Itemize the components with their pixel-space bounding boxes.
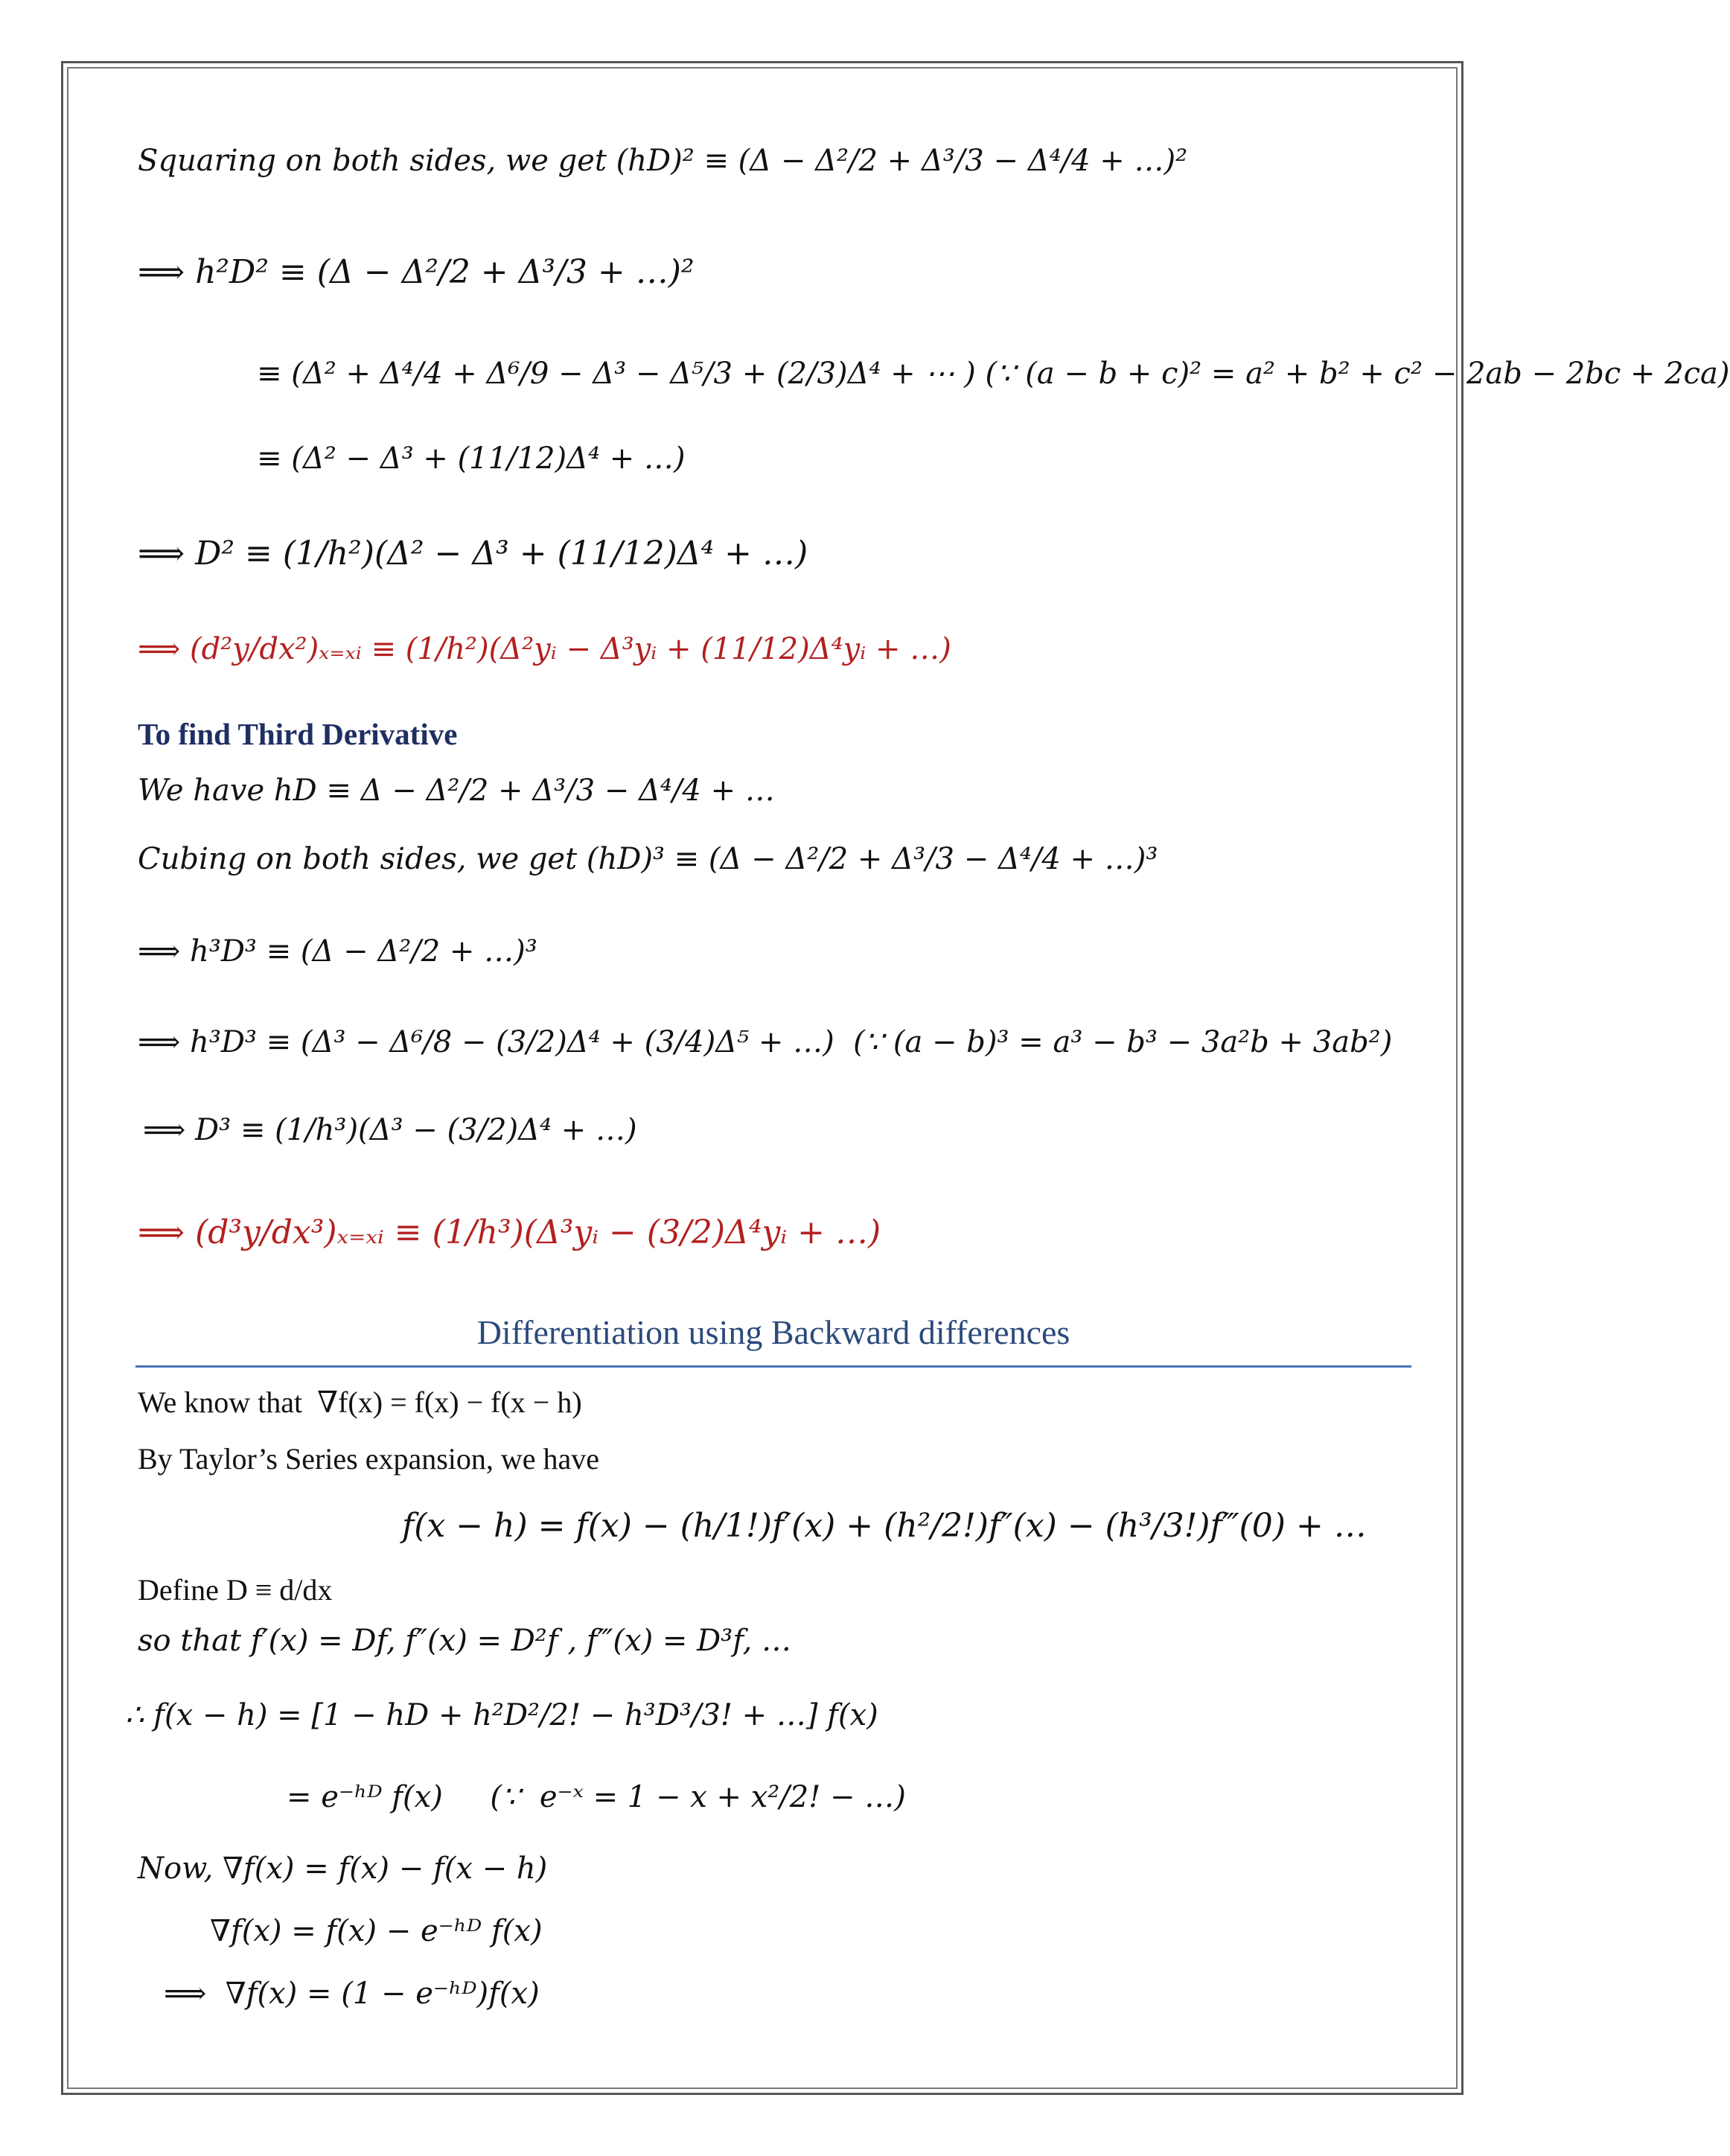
nabla-operator-line: ⟹ ∇f(x) = (1 − e⁻ʰᴰ)f(x) xyxy=(164,1977,540,2011)
h2d2-line: ⟹ h²D² ≡ (Δ − Δ²/2 + Δ³/3 + …)² xyxy=(138,253,695,291)
exponential-form-line: = e⁻ʰᴰ f(x) (∵ e⁻ˣ = 1 − x + x²/2! − …) xyxy=(287,1780,906,1814)
hd-definition-line: We have hD ≡ Δ − Δ²/2 + Δ³/3 − Δ⁴/4 + … xyxy=(138,774,775,808)
second-derivative-formula: ⟹ (d²y/dx²)ₓ₌ₓᵢ ≡ (1/h²)(Δ²yᵢ − Δ³yᵢ + (11/12)Δ⁴yᵢ + …) xyxy=(138,632,951,666)
d3-operator-line: ⟹ D³ ≡ (1/h³)(Δ³ − (3/2)Δ⁴ + …) xyxy=(143,1113,637,1147)
d2-operator-line: ⟹ D² ≡ (1/h²)(Δ² − Δ³ + (11/12)Δ⁴ + …) xyxy=(138,535,808,573)
derivative-operators-line: so that f′(x) = Df, f″(x) = D²f , f‴(x) = D³f, … xyxy=(138,1624,792,1658)
cubing-line: Cubing on both sides, we get (hD)³ ≡ (Δ − Δ²/2 + Δ³/3 − Δ⁴/4 + …)³ xyxy=(138,842,1158,876)
operator-series-line: ∴ f(x − h) = [1 − hD + h²D²/2! − h³D³/3! + …] f(x) xyxy=(125,1698,878,1732)
h3d3-expansion-line: ⟹ h³D³ ≡ (Δ³ − Δ⁶/8 − (3/2)Δ⁴ + (3/4)Δ⁵ + …) (∵ (a − b)³ = a³ − b³ − 3a²b + 3ab²) xyxy=(138,1025,1393,1059)
third-derivative-formula: ⟹ (d³y/dx³)ₓ₌ₓᵢ ≡ (1/h³)(Δ³yᵢ − (3/2)Δ⁴yᵢ + …) xyxy=(138,1213,881,1251)
third-derivative-heading: To find Third Derivative xyxy=(138,717,458,751)
nabla-exp-line: ∇f(x) = f(x) − e⁻ʰᴰ f(x) xyxy=(210,1914,543,1948)
section-title: Differentiation using Backward differences xyxy=(476,1313,1070,1351)
squaring-line: Squaring on both sides, we get (hD)² ≡ (Δ − Δ²/2 + Δ³/3 − Δ⁴/4 + …)² xyxy=(138,144,1188,178)
backward-diff-definition: We know that ∇f(x) = f(x) − f(x − h) xyxy=(138,1385,582,1419)
taylor-expansion-line: f(x − h) = f(x) − (h/1!)f′(x) + (h²/2!)f″(x) − (h³/3!)f‴(0) + … xyxy=(402,1507,1367,1545)
taylor-intro-line: By Taylor’s Series expansion, we have xyxy=(138,1442,600,1476)
nabla-definition-line: Now, ∇f(x) = f(x) − f(x − h) xyxy=(138,1852,548,1886)
expansion-line: ≡ (Δ² + Δ⁴/4 + Δ⁶/9 − Δ³ − Δ⁵/3 + (2/3)Δ⁴ + ⋯ ) (∵ (a − b + c)² = a² + b² + c² − 2ab − 2bc + 2ca) xyxy=(257,357,1730,391)
section-divider xyxy=(135,1365,1411,1368)
simplified-line: ≡ (Δ² − Δ³ + (11/12)Δ⁴ + …) xyxy=(257,441,686,476)
define-d-line: Define D ≡ d/dx xyxy=(138,1573,333,1607)
h3d3-line: ⟹ h³D³ ≡ (Δ − Δ²/2 + …)³ xyxy=(138,934,537,969)
